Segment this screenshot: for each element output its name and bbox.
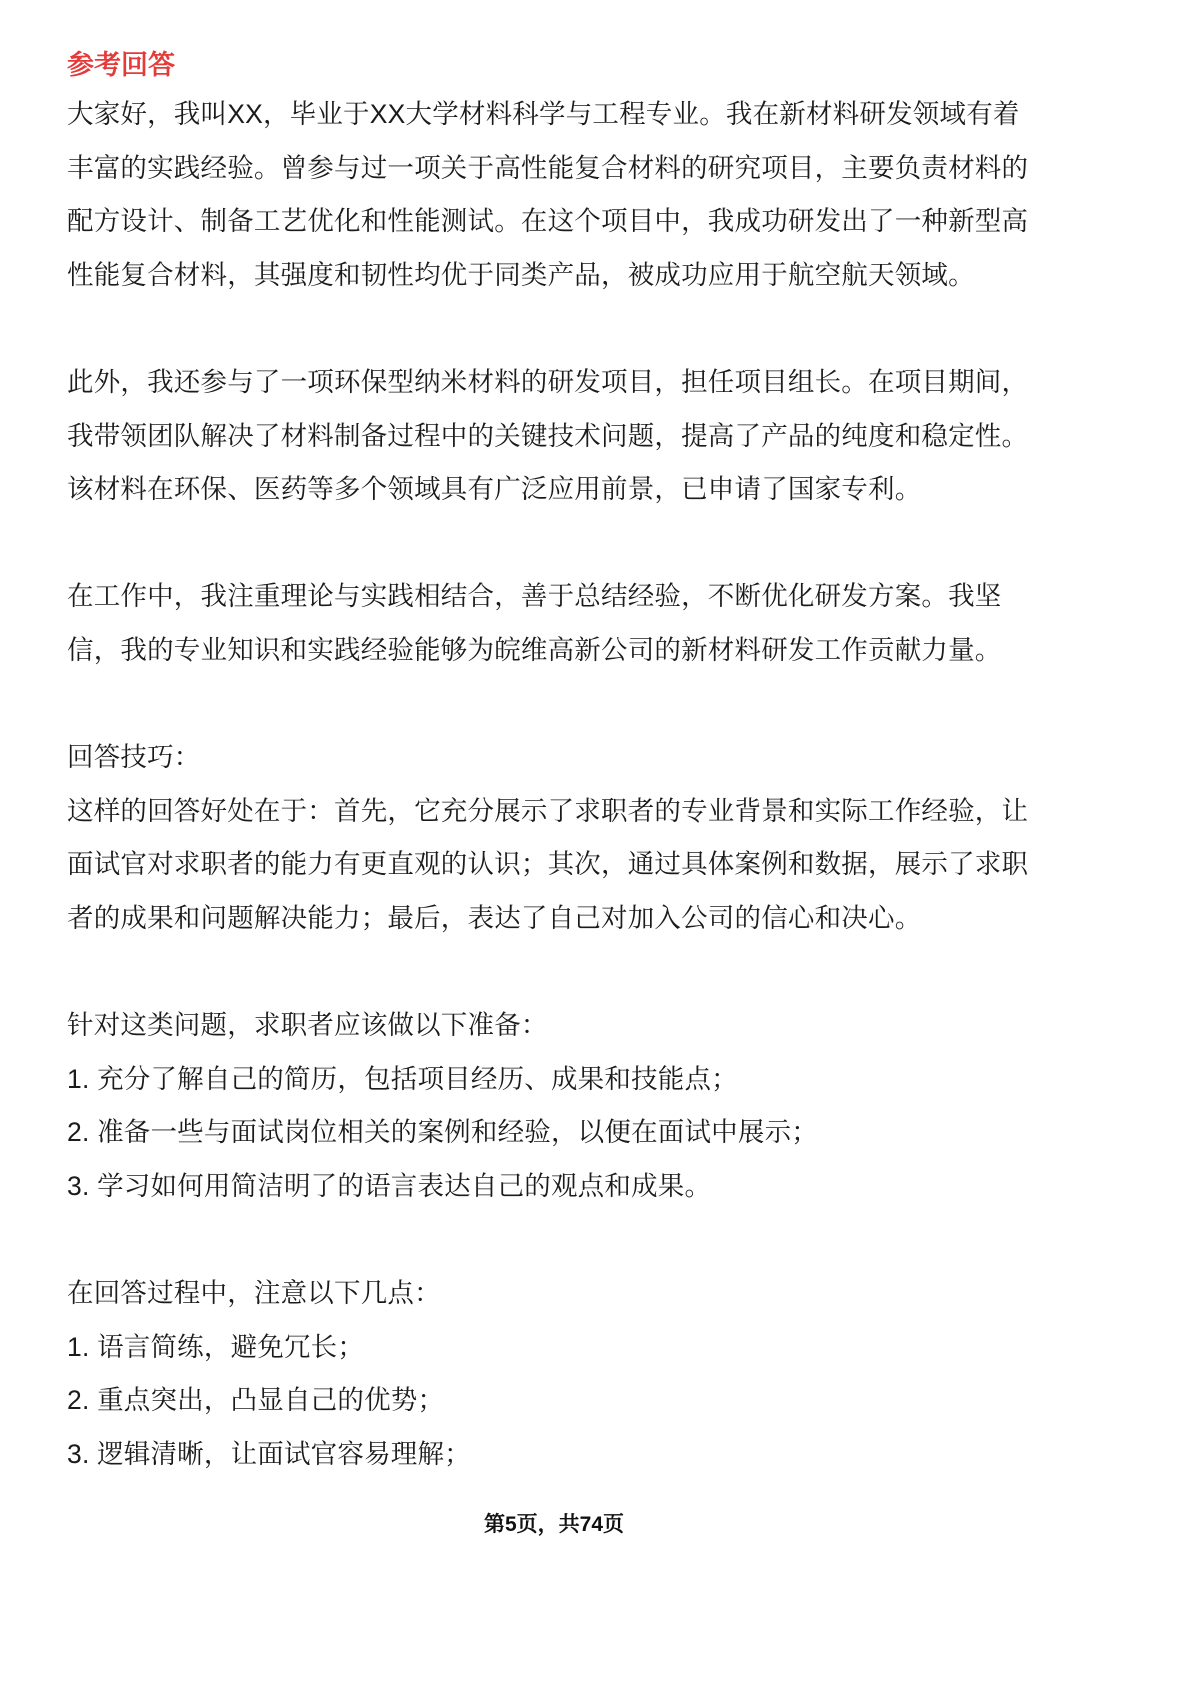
paragraph-gap	[67, 1213, 1127, 1267]
paragraph-gap	[67, 302, 1127, 356]
paragraph-gap	[67, 517, 1127, 571]
preparation-list	[67, 999, 1127, 1213]
text-line: 面试官对求职者的能力有更直观的认识；其次，通过具体案例和数据，展示了求职	[67, 849, 1029, 880]
answer-paragraph-3	[67, 570, 1127, 677]
text-line: 我带领团队解决了材料制备过程中的关键技术问题，提高了产品的纯度和稳定性。	[67, 420, 1029, 451]
list-item: 1. 语言简练，避免冗长；	[67, 1331, 365, 1362]
answer-body	[67, 88, 1127, 1481]
list-item: 3. 逻辑清晰，让面试官容易理解；	[67, 1438, 471, 1469]
text-line: 在工作中，我注重理论与实践相结合，善于总结经验，不断优化研发方案。我坚	[67, 581, 1002, 612]
list-item: 2. 重点突出，凸显自己的优势；	[67, 1385, 445, 1416]
answer-paragraph-2	[67, 356, 1127, 517]
text-line: 此外，我还参与了一项环保型纳米材料的研发项目，担任项目组长。在项目期间，	[67, 366, 1029, 397]
list-title: 在回答过程中，注意以下几点：	[67, 1278, 441, 1309]
text-line: 丰富的实践经验。曾参与过一项关于高性能复合材料的研究项目，主要负责材料的	[67, 152, 1029, 183]
text-line: 配方设计、制备工艺优化和性能测试。在这个项目中，我成功研发出了一种新型高	[67, 206, 1029, 237]
list-item: 1. 充分了解自己的简历，包括项目经历、成果和技能点；	[67, 1063, 738, 1094]
attention-list	[67, 1267, 1127, 1481]
paragraph-gap	[67, 678, 1127, 732]
list-item: 3. 学习如何用简洁明了的语言表达自己的观点和成果。	[67, 1170, 712, 1201]
answer-paragraph-1	[67, 88, 1127, 302]
text-line: 这样的回答好处在于：首先，它充分展示了求职者的专业背景和实际工作经验，让	[67, 795, 1029, 826]
list-item: 2. 准备一些与面试岗位相关的案例和经验，以便在面试中展示；	[67, 1117, 818, 1148]
section-heading: 参考回答	[67, 50, 175, 80]
text-line: 者的成果和问题解决能力；最后，表达了自己对加入公司的信心和决心。	[67, 902, 922, 933]
tips-paragraph	[67, 731, 1127, 945]
text-line: 性能复合材料，其强度和韧性均优于同类产品，被成功应用于航空航天领域。	[67, 259, 975, 290]
tips-title: 回答技巧：	[67, 742, 201, 773]
text-line: 该材料在环保、医药等多个领域具有广泛应用前景，已申请了国家专利。	[67, 474, 922, 505]
page-number: 第5页，共74页	[483, 1513, 625, 1536]
paragraph-gap	[67, 946, 1127, 1000]
text-line: 信，我的专业知识和实践经验能够为皖维高新公司的新材料研发工作贡献力量。	[67, 634, 1002, 665]
list-title: 针对这类问题，求职者应该做以下准备：	[67, 1010, 548, 1041]
text-line: 大家好，我叫XX，毕业于XX大学材料科学与工程专业。我在新材料研发领域有着	[67, 99, 1020, 129]
